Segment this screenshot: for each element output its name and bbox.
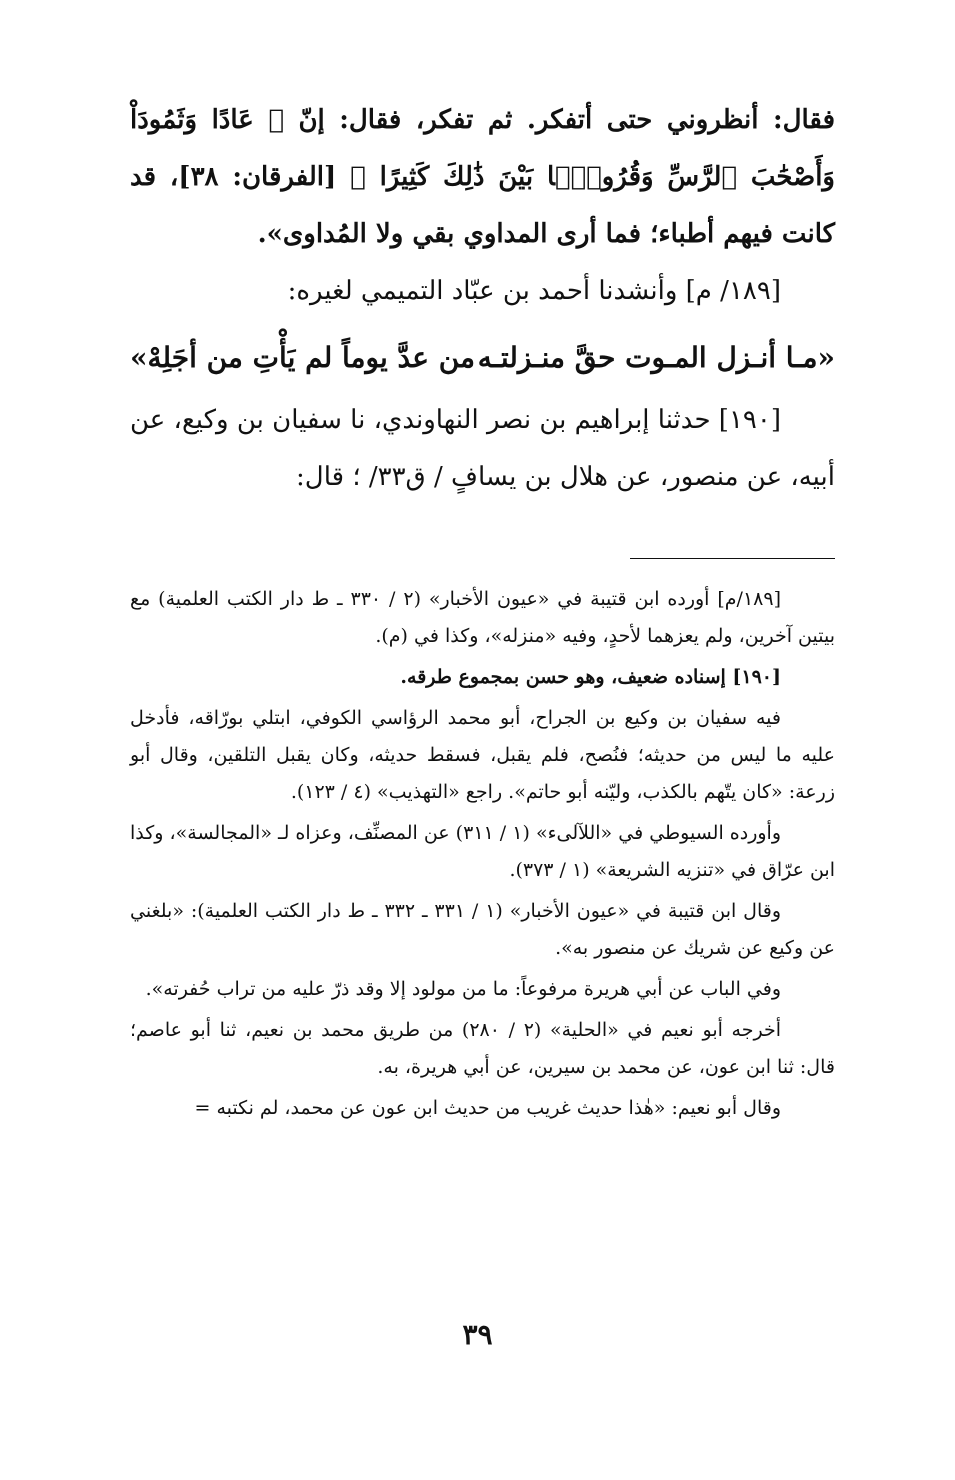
page-number: ٣٩ xyxy=(462,1318,493,1351)
main-paragraph-2: [١٨٩/ م] وأنشدنا أحمد بن عبّاد التميمي لغيره: xyxy=(287,276,781,306)
footnote-189: [١٨٩/م] أورده ابن قتيبة في «عيون الأخبار» (٢ / ٣٣٠ ـ ط دار الكتب العلمية) مع بيتين آخرين، ولم يعزهما لأحدٍ، وفيه «منزله»، وكذا في (م). xyxy=(130,588,835,647)
footnote-paragraph: وفي الباب عن أبي هريرة مرفوعاً: ما من مولود إلا وقد ذرّ عليه من تراب حُفرته». xyxy=(145,978,781,1000)
footnote-paragraph: أخرجه أبو نعيم في «الحلية» (٢ / ٢٨٠) من طريق محمد بن نعيم، ثنا أبو عاصم؛ قال: ثنا ابن عون، عن محمد بن سيرين، عن أبي هريرة، به. xyxy=(130,1019,835,1078)
poetry-verse xyxy=(130,326,835,390)
footnote-paragraph: وقال أبو نعيم: «هٰذا حديث غريب من حديث ابن عون عن محمد، لم نكتبه = xyxy=(194,1097,781,1119)
footnote-190-grading: [١٩٠] إسناده ضعيف، وهو حسن بمجموع طرقه. xyxy=(400,666,781,688)
verse-second-hemistich: من عدَّ يوماً لم يَأْتِ من أجَلِهْ» xyxy=(130,341,476,374)
footnote-paragraph: وأورده السيوطي في «اللآلىء» (١ / ٣١١) عن المصنِّف، وعزاه لـ «المجالسة»، وكذا ابن عرّاق في «تنزيه الشريعة» (١ / ٣٧٣). xyxy=(130,822,835,881)
verse-first-hemistich: «مـا أنـزل المـوت حقَّ منـزلتـه xyxy=(477,341,835,374)
footnotes xyxy=(130,581,835,1127)
footnote-separator xyxy=(630,558,835,559)
page-body xyxy=(130,92,835,1131)
footnote-paragraph: وقال ابن قتيبة في «عيون الأخبار» (١ / ٣٣١ ـ ٣٣٢ ـ ط دار الكتب العلمية): «بلغني عن وكيع عن شريك عن منصور به». xyxy=(130,900,835,959)
main-paragraph-1: فقال: أنظروني حتى أتفكر. ثم تفكر، فقال: إنّ ﴿ عَادًا وَثَمُودَاْ وَأَصْحَٰبَ ٱلرَّسِّ وَقُرُونَۢا بَيْنَ ذَٰلِكَ كَثِيرًا ﴾ [الفرقان: ٣٨]، قد كانت فيهم أطباء؛ فما أرى المداوي بقي ولا المُداوى». xyxy=(130,105,835,249)
main-paragraph-3: [١٩٠] حدثنا إبراهيم بن نصر النهاوندي، نا سفيان بن وكيع، عن أبيه، عن منصور، عن هلال بن يسافٍ / ق٣٣/ ؛ قال: xyxy=(129,405,835,492)
footnote-paragraph: فيه سفيان بن وكيع بن الجراح، أبو محمد الرؤاسي الكوفي، ابتلي بورّاقه، فأدخل عليه ما ليس من حديثه؛ فنُصح، فلم يقبل، فسقط حديثه، وكان يقبل التلقين، وقال أبو زرعة: «كان يتّهم بالكذب، وليّنه أبو حاتم». راجع «التهذيب» (٤ / ١٢٣). xyxy=(130,707,835,803)
